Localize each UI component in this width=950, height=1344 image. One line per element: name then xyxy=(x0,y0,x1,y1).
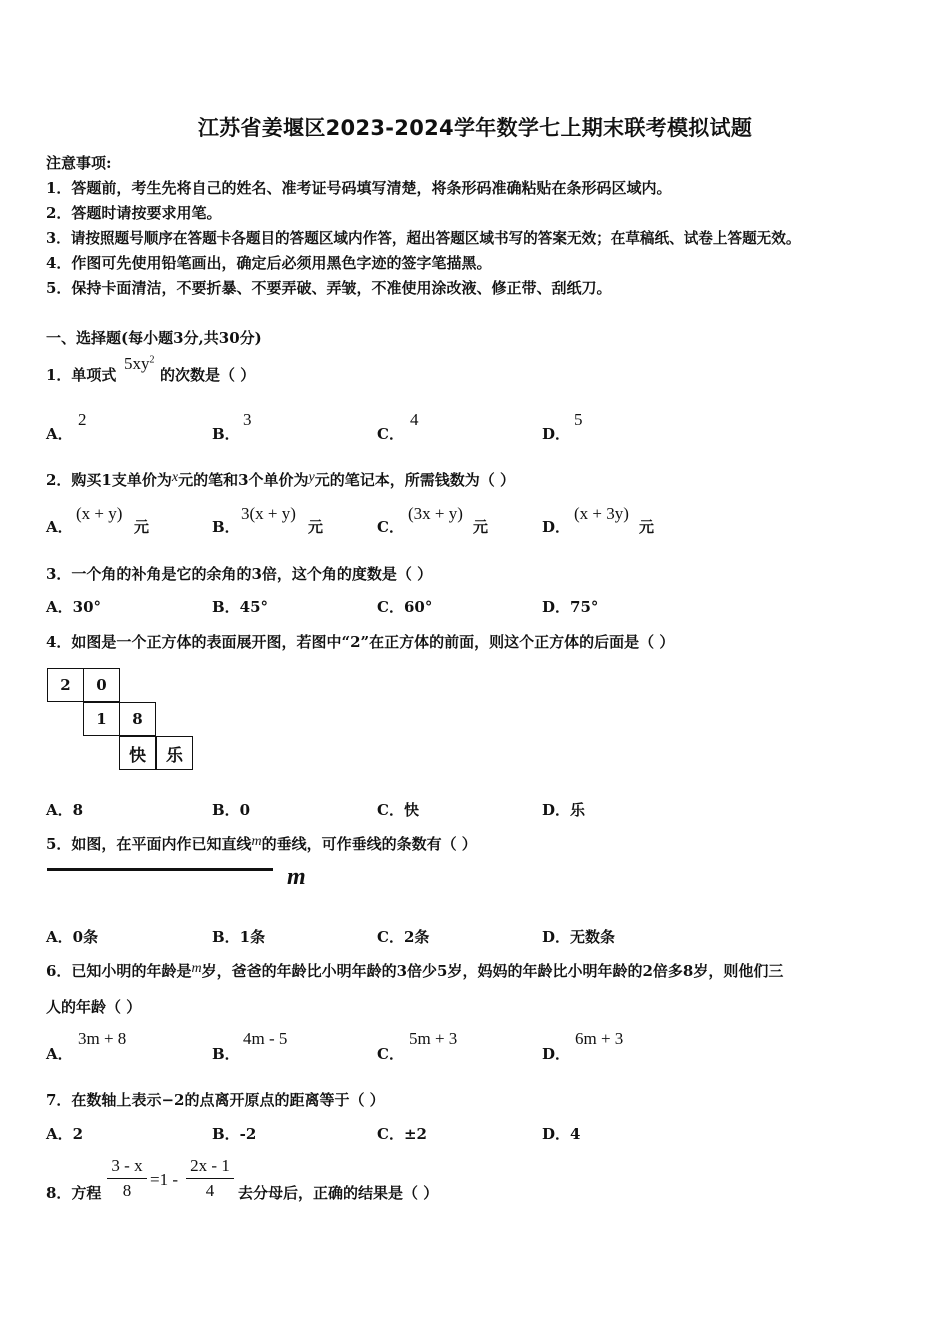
q5-option-a: A．0条 xyxy=(46,928,99,946)
q5-option-c: C．2条 xyxy=(377,928,430,946)
q3-option-c: C．60° xyxy=(377,598,433,616)
q2-option-a-label: A． xyxy=(46,518,73,536)
q8-stem-post: 去分母后，正确的结果是（ ） xyxy=(238,1184,439,1202)
fraction-numerator: 2x - 1 xyxy=(190,1156,230,1175)
q2-stem: 2．购买1支单价为x元的笔和3个单价为y元的笔记本，所需钱数为（ ） xyxy=(46,470,515,489)
q3-option-a: A．30° xyxy=(46,598,102,616)
notice-item: 3．请按照题号顺序在答题卡各题目的答题区域内作答，超出答题区域书写的答案无效；在草稿纸、试卷上答题无效。 xyxy=(46,230,801,247)
q6-option-d-label: D． xyxy=(542,1045,571,1063)
q5-option-b: B．1条 xyxy=(212,928,266,946)
q5-option-d: D．无数条 xyxy=(542,928,616,946)
q4-stem: 4．如图是一个正方体的表面展开图，若图中“2”在正方体的前面，则这个正方体的后面是（ ） xyxy=(46,633,675,651)
q2-unit: 元 xyxy=(639,518,655,536)
notice-heading: 注意事项: xyxy=(46,154,112,172)
q2-unit: 元 xyxy=(134,518,150,536)
q8-stem-pre: 8．方程 xyxy=(46,1184,102,1202)
line-m xyxy=(47,868,273,871)
q7-option-b: B．-2 xyxy=(212,1125,257,1143)
notice-item: 1．答题前，考生先将自己的姓名、准考证号码填写清楚，将条形码准确粘贴在条形码区域内。 xyxy=(46,179,672,197)
fraction-denominator: 8 xyxy=(122,1181,132,1200)
net-cell: 0 xyxy=(83,668,120,702)
q7-option-c: C．±2 xyxy=(377,1125,427,1143)
q6-stem-line2: 人的年龄（ ） xyxy=(46,998,142,1016)
q6-option-c-label: C． xyxy=(377,1045,404,1063)
q2-option-d-label: D． xyxy=(542,518,571,536)
section-heading: 一、选择题(每小题3分,共30分) xyxy=(46,329,262,347)
net-cell: 1 xyxy=(83,702,120,736)
q6-stem: 6．已知小明的年龄是m岁，爸爸的年龄比小明年龄的3倍少5岁，妈妈的年龄比小明年龄的2倍多8岁，则他们三 xyxy=(46,961,784,980)
q6-option-a-value: 3m + 8 xyxy=(78,1029,127,1048)
q1-stem-pre: 1．单项式 xyxy=(46,366,117,384)
q6-option-c-value: 5m + 3 xyxy=(409,1029,458,1048)
q4-option-a: A．8 xyxy=(46,801,84,819)
q4-option-d: D．乐 xyxy=(542,801,586,819)
q1-option-a-value: 2 xyxy=(78,410,87,429)
q6-option-a-label: A． xyxy=(46,1045,73,1063)
notice-item: 5．保持卡面清洁，不要折暴、不要弄破、弄皱，不准使用涂改液、修正带、刮纸刀。 xyxy=(46,279,612,297)
page-title: 江苏省姜堰区2023-2024学年数学七上期末联考模拟试题 xyxy=(197,116,753,140)
net-cell: 乐 xyxy=(156,736,193,770)
q2-option-c-label: C． xyxy=(377,518,404,536)
q1-option-c-label: C． xyxy=(377,425,404,443)
q3-option-d: D．75° xyxy=(542,598,599,616)
q6-option-b-value: 4m - 5 xyxy=(243,1029,288,1048)
q4-option-b: B．0 xyxy=(212,801,251,819)
q7-option-a: A．2 xyxy=(46,1125,84,1143)
q8-fraction-1 xyxy=(107,1156,147,1201)
q4-option-c: C．快 xyxy=(377,801,419,819)
q3-stem: 3．一个角的补角是它的余角的3倍，这个角的度数是（ ） xyxy=(46,565,433,583)
q8-equals: =1 - xyxy=(150,1170,178,1189)
q1-option-a-label: A． xyxy=(46,425,73,443)
q7-option-d: D．4 xyxy=(542,1125,581,1143)
fraction-numerator: 3 - x xyxy=(111,1156,143,1175)
q2-option-c-value: (3x + y) xyxy=(408,504,463,523)
q5-stem: 5．如图，在平面内作已知直线m的垂线，可作垂线的条数有（ ） xyxy=(46,834,477,853)
q1-stem-post: 的次数是（ ） xyxy=(160,366,256,384)
q3-option-b: B．45° xyxy=(212,598,269,616)
q1-option-d-label: D． xyxy=(542,425,571,443)
q6-option-b-label: B． xyxy=(212,1045,240,1063)
q1-option-b-label: B． xyxy=(212,425,240,443)
line-m-label: m xyxy=(287,864,306,890)
q8-fraction-2 xyxy=(186,1156,234,1201)
net-cell: 快 xyxy=(119,736,156,770)
q6-option-d-value: 6m + 3 xyxy=(575,1029,624,1048)
q1-option-c-value: 4 xyxy=(410,410,419,429)
q1-option-d-value: 5 xyxy=(574,410,583,429)
notice-item: 4．作图可先使用铅笔画出，确定后必须用黑色字迹的签字笔描黑。 xyxy=(46,254,492,272)
q2-unit: 元 xyxy=(308,518,324,536)
q1-expression: $5xy^2$ xyxy=(124,354,155,373)
fraction-denominator: 4 xyxy=(205,1181,215,1200)
net-cell: 8 xyxy=(119,702,156,736)
q2-option-b-label: B． xyxy=(212,518,240,536)
q2-unit: 元 xyxy=(473,518,489,536)
net-cell: 2 xyxy=(47,668,84,702)
q2-option-a-value: (x + y) xyxy=(76,504,123,523)
q2-option-b-value: 3(x + y) xyxy=(241,504,296,523)
q1-option-b-value: 3 xyxy=(243,410,252,429)
notice-item: 2．答题时请按要求用笔。 xyxy=(46,204,222,222)
q7-stem: 7．在数轴上表示−2的点离开原点的距离等于（ ） xyxy=(46,1091,385,1109)
q2-option-d-value: (x + 3y) xyxy=(574,504,629,523)
